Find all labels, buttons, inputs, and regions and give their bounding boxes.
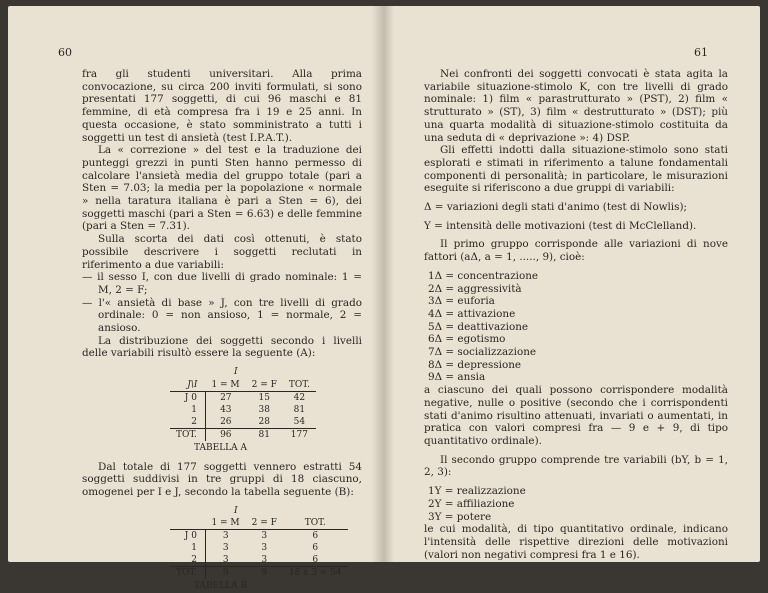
list-item: 1Δ = concentrazione	[428, 269, 539, 282]
paragraph: Dal totale di 177 soggetti vennero estratti 54 soggetti suddivisi in tre gruppi di 18 ciascuno, omogenei per I e J, secondo la tabella seguente (B):	[82, 460, 362, 498]
table-row	[170, 554, 348, 567]
table-row	[170, 530, 348, 543]
table-caption: TABELLA A	[194, 442, 248, 453]
table-total-row	[170, 567, 348, 580]
table-variable-label: I	[234, 367, 238, 378]
paragraph: La distribuzione dei soggetti secondo i livelli delle variabili risultò essere la seguente (A):	[82, 334, 362, 360]
table-cell: 26	[205, 416, 245, 429]
list-item: 2Y = affiliazione	[428, 497, 515, 510]
row-label: 2	[191, 555, 197, 566]
table-cell: 43	[205, 404, 245, 416]
table-cell: 3	[205, 530, 245, 543]
table-cell: 3	[205, 554, 245, 567]
paragraph: Nei confronti dei soggetti convocati è stata agita la variabile situazione-stimolo K, con tre livelli di grado nominale: 1) film « parastrutturato » (PST), 2) film « strutturato » (ST), 3) film « destrutturato » (DST); più una quarta modalità di situazione-stimolo costituita da una seduta di « deprivazione »: 4) DSP.	[424, 68, 728, 144]
table-header: TOT.	[283, 379, 316, 392]
paragraph: a ciascuno dei quali possono corrispondere modalità negative, nulle o positive (secondo che i corrispondenti stati d'animo risultino attenuati, invariati o aumentati, in pratica con valori compresi fra — 9 e + 9, di tipo quantitativo ordinale).	[424, 384, 728, 447]
table-cell: 96	[205, 428, 245, 441]
table-cell: 9	[246, 567, 283, 580]
table-a	[170, 379, 316, 441]
row-label: J 0	[184, 392, 197, 403]
table-cell: 6	[312, 531, 319, 542]
list-item: 3Δ = euforia	[428, 295, 495, 308]
table-cell: 27	[205, 391, 245, 404]
list-item: 6Δ = egotismo	[428, 333, 506, 346]
table-variable-label: I	[234, 505, 238, 516]
table-row	[170, 391, 316, 404]
table-cell: 81	[293, 404, 306, 415]
factor-list	[428, 270, 728, 384]
table-header: TOT.	[283, 517, 348, 530]
list-item: 3Y = potere	[428, 510, 492, 523]
page-number: 60	[58, 46, 72, 59]
list-item: 8Δ = depressione	[428, 358, 522, 371]
table-cell: 81	[246, 428, 283, 441]
table-cell: 6	[312, 543, 319, 554]
table-header: 1 = M	[205, 379, 245, 392]
table-total-row	[170, 428, 316, 441]
table-header-row	[170, 517, 348, 530]
paragraph: le cui modalità, di tipo quantitativo ordinale, indicano l'intensità delle rispettive direzioni delle motivazioni (valori non negativi compresi fra 1 e 16).	[424, 523, 728, 561]
table-corner: J\I	[170, 379, 205, 392]
table-row	[170, 416, 316, 429]
table-header: 2 = F	[246, 517, 283, 530]
list-item: 2Δ = aggressività	[428, 282, 522, 295]
right-page	[382, 6, 760, 562]
list-item: 9Δ = ansia	[428, 371, 486, 384]
table-cell: 3	[205, 542, 245, 554]
paragraph: Gli effetti indotti dalla situazione-stimolo sono stati esplorati e stimati in riferimento a talune fondamentali componenti di personalità; in particolare, le misurazioni eseguite si riferiscono a due gruppi di variabili:	[424, 144, 728, 195]
table-cell: 54	[293, 416, 306, 427]
variable-definition: Y = intensità delle motivazioni (test di McClelland).	[424, 219, 697, 232]
list-item: 4Δ = attivazione	[428, 307, 516, 320]
variable-definition: Δ = variazioni degli stati d'animo (test di Nowlis);	[424, 201, 688, 214]
table-b	[170, 517, 348, 579]
page-number: 61	[694, 46, 708, 59]
variable-definition: — il sesso I, con due livelli di grado nominale: 1 = M, 2 = F;	[82, 271, 362, 296]
paragraph: Il primo gruppo corrisponde alle variazioni di nove fattori (aΔ, a = 1, ....., 9), cioè:	[424, 238, 728, 264]
row-label: 1	[191, 543, 197, 554]
row-label: TOT.	[170, 428, 205, 441]
left-text-column	[82, 68, 362, 593]
paragraph: Il secondo gruppo comprende tre variabili (bY, b = 1, 2, 3):	[424, 453, 728, 479]
paragraph: Sulla scorta dei dati così ottenuti, è stato possibile descrivere i soggetti reclutati in riferimento a due variabili:	[82, 233, 362, 271]
variable-definition: — l'« ansietà di base » J, con tre livelli di grado ordinale: 0 = non ansioso, 1 = normale, 2 = ansioso.	[82, 296, 362, 335]
table-row	[170, 542, 348, 554]
right-text-column	[424, 68, 728, 561]
table-header-row	[170, 379, 316, 392]
table-cell: 6	[312, 555, 319, 566]
list-item: 1Y = realizzazione	[428, 485, 526, 498]
table-cell: 177	[283, 428, 316, 441]
table-cell: 3	[261, 543, 268, 554]
row-label: J 0	[184, 531, 197, 542]
table-cell: 28	[258, 416, 270, 427]
left-page	[8, 6, 382, 592]
table-cell: 9	[205, 567, 245, 580]
table-cell: 42	[293, 392, 306, 403]
table-cell: 18 x 3 = 54	[283, 567, 348, 580]
table-cell: 3	[261, 531, 268, 542]
table-cell: 3	[261, 555, 268, 566]
table-header: 2 = F	[246, 379, 283, 392]
motive-list	[428, 485, 728, 523]
paragraph: La « correzione » del test e la traduzione dei punteggi grezzi in punti Sten hanno permesso di calcolare l'ansietà media del gruppo totale (pari a Sten = 7.03; la media per la popolazione « normale » nella taratura italiana è pari a Sten = 6), dei soggetti maschi (pari a Sten = 6.63) e delle femmine (pari a Sten = 7.31).	[82, 144, 362, 233]
table-cell: 38	[258, 404, 270, 415]
row-label: TOT.	[170, 567, 205, 580]
row-label: 1	[191, 404, 197, 415]
list-item: 7Δ = socializzazione	[428, 346, 537, 359]
table-cell: 15	[258, 392, 270, 403]
row-label: 2	[191, 416, 197, 427]
paragraph: fra gli studenti universitari. Alla prima convocazione, su circa 200 inviti formulati, si sono presentati 177 soggetti, di cui 96 maschi e 81 femmine, di età compresa fra i 19 e 25 anni. In questa occasione, è stato somministrato a tutti i soggetti un test di ansietà (test I.P.A.T.).	[82, 68, 362, 144]
table-row	[170, 404, 316, 416]
table-caption: TABELLA B	[194, 581, 248, 592]
table-header: 1 = M	[205, 517, 245, 530]
list-item: 5Δ = deattivazione	[428, 320, 529, 333]
